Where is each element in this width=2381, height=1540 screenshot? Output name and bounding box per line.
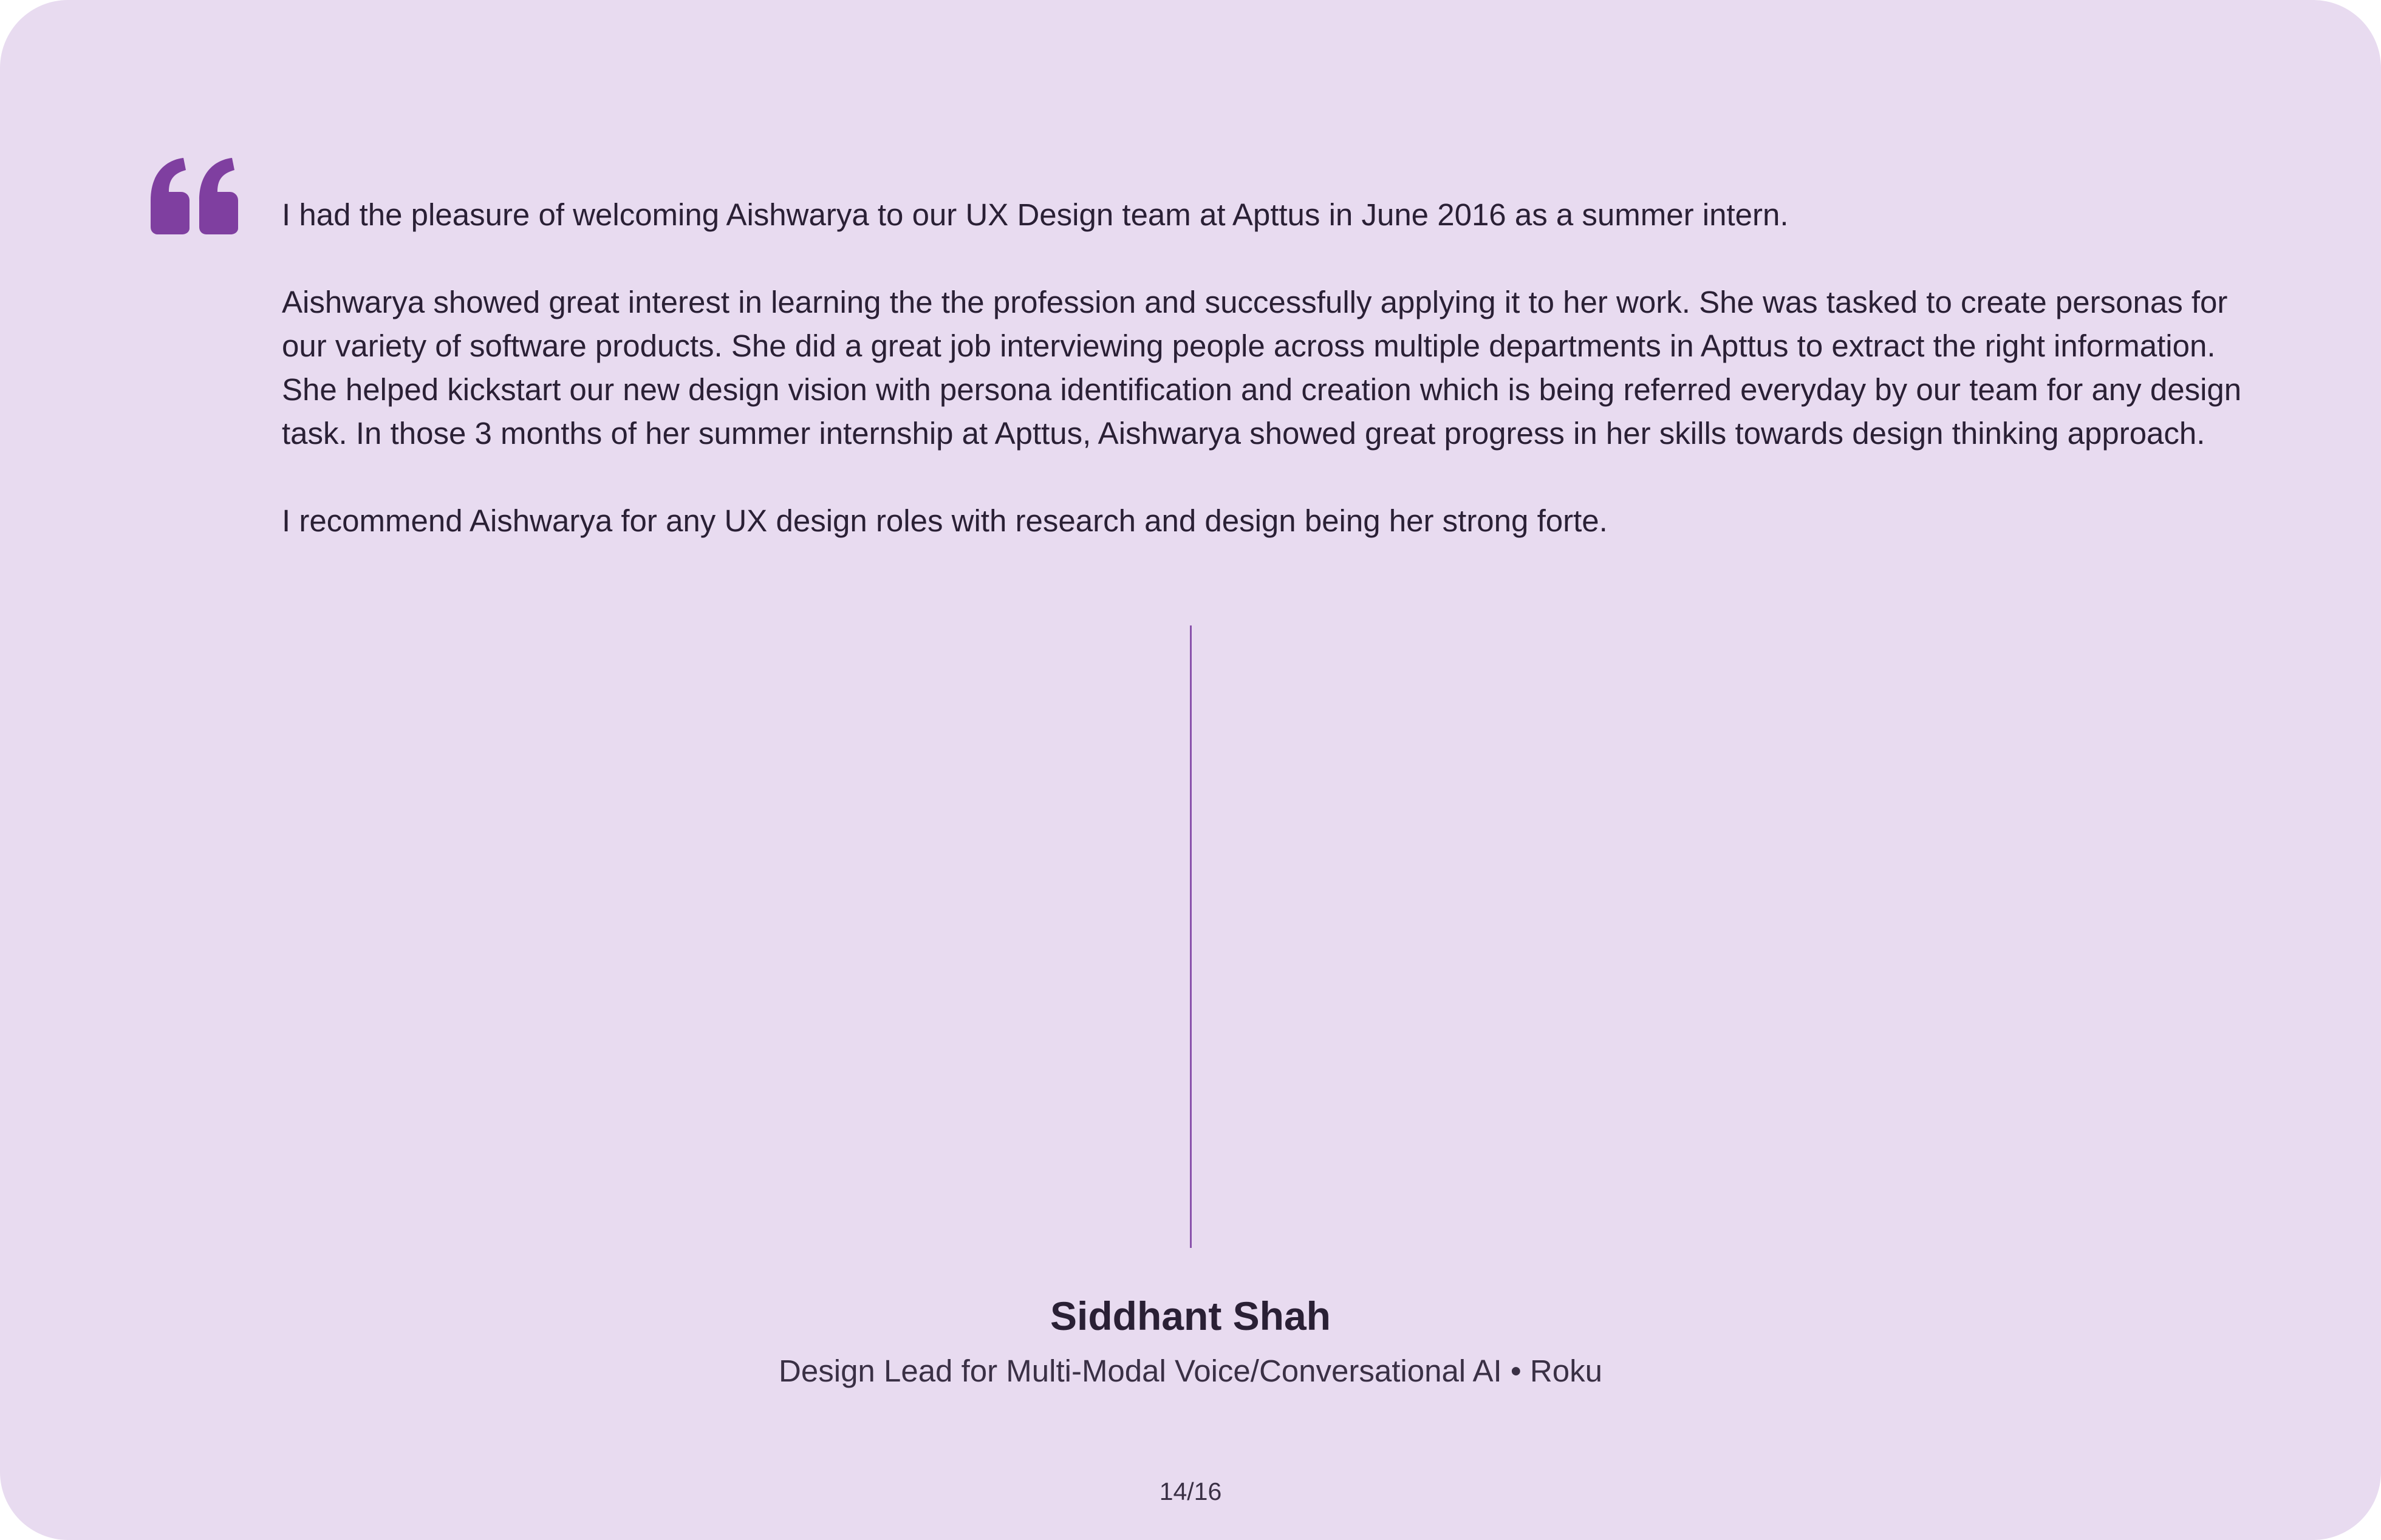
testimonial-paragraph-2: Aishwarya showed great interest in learning the the profession and successfully applying it to her work. She was tasked to create personas for our variety of software products. She did a great job interviewing people across multiple departments in Apttus to extract the right information. She helped kickstart our new design vision with persona identification and creation which is being referred everyday by our team for any design task. In those 3 months of her summer internship at Apttus, Aishwarya showed great progress in her skills towards design thinking approach. [282,285,2242,451]
author-title: Design Lead for Multi-Modal Voice/Conversational AI • Roku [779,1354,1602,1388]
testimonial-text [282,193,2256,543]
author-name: Siddhant Shah [1050,1293,1331,1338]
vertical-divider [1190,625,1192,1248]
quote-left-icon [149,157,239,234]
page-indicator: 14/16 [1159,1477,1222,1505]
testimonial-paragraph-1: I had the pleasure of welcoming Aishwarya to our UX Design team at Apttus in June 2016 as a summer intern. [282,197,1789,232]
testimonial-paragraph-3: I recommend Aishwarya for any UX design roles with research and design being her strong forte. [282,503,1608,538]
